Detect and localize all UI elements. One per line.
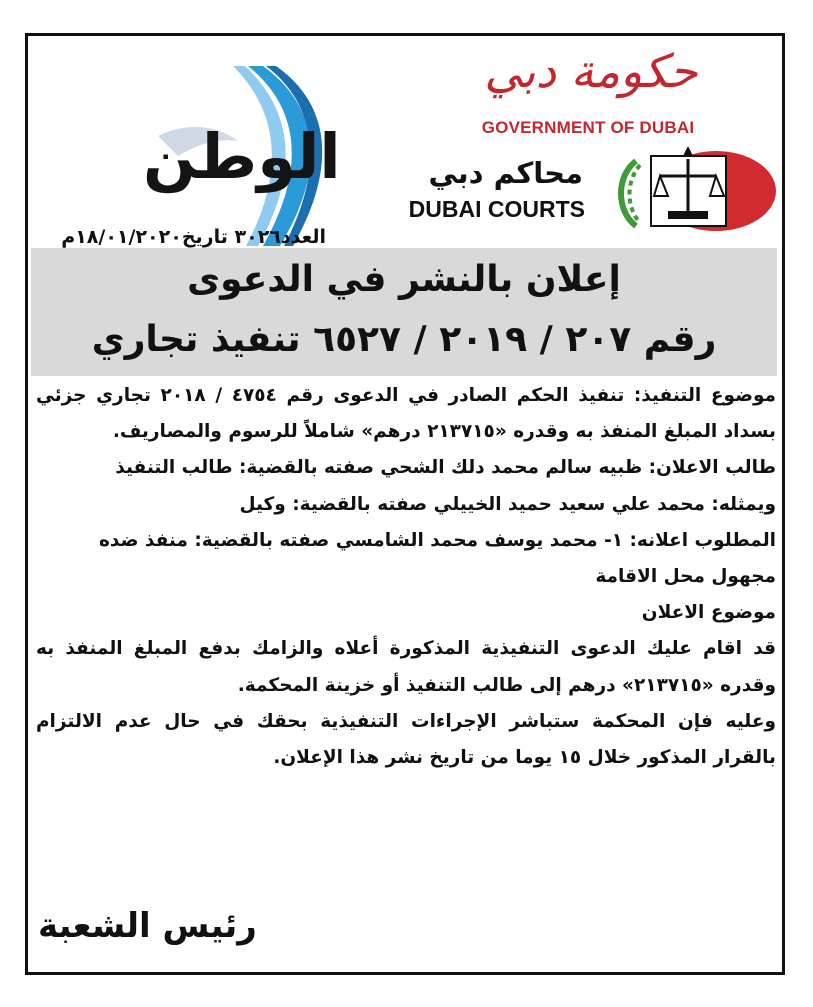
issue-line: العدد٣٠٢٦ تاريخ١٨/٠١/٢٠٢٠م <box>61 226 326 248</box>
dubai-courts-scales-emblem-icon <box>596 141 776 241</box>
government-name-english: GOVERNMENT OF DUBAI <box>481 118 695 137</box>
header <box>28 36 782 248</box>
government-name-arabic: حكومة دبي <box>484 44 698 98</box>
courts-name-arabic: محاكم دبي <box>428 156 583 190</box>
paragraph-execution-subject: موضوع التنفيذ: تنفيذ الحكم الصادر في الدعوى رقم ٤٧٥٤ / ٢٠١٨ تجاري جزئي بسداد المبلغ المنفذ به وقدره «٢١٣٧١٥ درهم» شاملاً للرسوم والمصاريف. <box>36 385 776 443</box>
notice-title-band <box>31 248 777 376</box>
paragraph-unknown-residence: مجهول محل الاقامة <box>595 566 776 588</box>
signature: رئيس الشعبة <box>38 906 257 946</box>
paragraph-representative: ويمثله: محمد علي سعيد حميد الخييلي صفته بالقضية: وكيل <box>239 493 776 515</box>
paragraph-consequence: وعليه فإن المحكمة ستباشر الإجراءات التنفيذية بحقك في حال عدم الالتزام بالقرار المذكور خلال ١٥ يوما من تاريخ نشر هذا الإعلان. <box>36 710 776 769</box>
newspaper-name: الوطن <box>143 120 341 193</box>
paragraph-notice-subject-heading: موضوع الاعلان <box>641 602 776 624</box>
courts-name-english: DUBAI COURTS <box>408 196 585 222</box>
paragraph-applicant: طالب الاعلان: ظبيه سالم محمد دلك الشحي صفته بالقضية: طالب التنفيذ <box>115 457 776 479</box>
advertisement-frame <box>25 33 785 975</box>
newspaper-masthead <box>48 66 348 246</box>
paragraph-defendant: المطلوب اعلانه: ١- محمد يوسف محمد الشامسي صفته بالقضية: منفذ ضده <box>98 529 776 551</box>
paragraph-claim: قد اقام عليك الدعوى التنفيذية المذكورة أعلاه والزامك بدفع المبلغ المنفذ به وقدره «٢١٣٧١٥» درهم إلى طالب التنفيذ أو خزينة المحكمة. <box>36 638 776 696</box>
notice-title: إعلان بالنشر في الدعوى <box>187 259 621 300</box>
case-number: رقم ٢٠٧ / ٢٠١٩ / ٦٥٢٧ تنفيذ تجاري <box>91 319 717 360</box>
notice-body <box>36 378 776 776</box>
